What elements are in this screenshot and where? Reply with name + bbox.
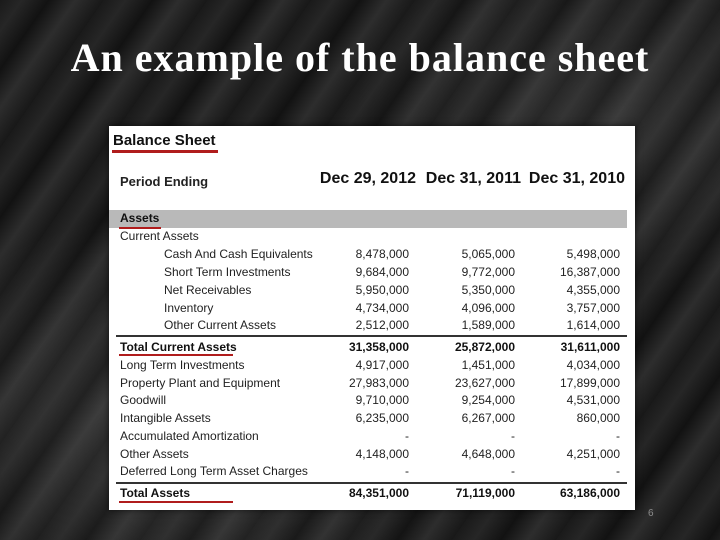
total-current-underline xyxy=(119,354,233,356)
row-value-2011: 4,096,000 xyxy=(461,301,515,315)
row-value-2010: 63,186,000 xyxy=(559,486,620,500)
table-row xyxy=(109,282,635,300)
table-row xyxy=(109,446,635,464)
row-label: Net Receivables xyxy=(164,283,252,297)
row-value-2011: 1,451,000 xyxy=(461,358,515,372)
row-value-2010: 4,355,000 xyxy=(566,283,620,297)
row-value-2012: 8,478,000 xyxy=(355,247,409,261)
row-value-2010: 3,757,000 xyxy=(566,301,620,315)
row-value-2011: 9,254,000 xyxy=(461,393,515,407)
row-value-2011: 1,589,000 xyxy=(461,318,515,332)
row-value-2011: 4,648,000 xyxy=(461,447,515,461)
balance-sheet-table xyxy=(109,126,635,510)
slide-number: 6 xyxy=(648,508,654,519)
row-label: Short Term Investments xyxy=(164,265,291,279)
table-row xyxy=(109,264,635,282)
row-value-2012: 5,950,000 xyxy=(355,283,409,297)
row-value-2011: - xyxy=(511,464,515,478)
row-value-2010: 4,251,000 xyxy=(566,447,620,461)
row-value-2012: 9,710,000 xyxy=(355,393,409,407)
row-value-2011: 6,267,000 xyxy=(461,411,515,425)
row-value-2012: 9,684,000 xyxy=(355,265,409,279)
table-row xyxy=(109,317,635,335)
row-label: Long Term Investments xyxy=(120,358,245,372)
row-value-2011: - xyxy=(511,429,515,443)
table-row xyxy=(109,392,635,410)
period-label: Period Ending xyxy=(120,174,209,189)
table-row xyxy=(109,428,635,446)
divider xyxy=(116,482,627,484)
row-value-2010: 860,000 xyxy=(576,411,620,425)
row-label: Inventory xyxy=(164,301,214,315)
sheet-heading: Balance Sheet xyxy=(113,132,216,149)
row-value-2010: 16,387,000 xyxy=(559,265,620,279)
row-value-2010: 4,034,000 xyxy=(566,358,620,372)
row-label: Total Assets xyxy=(120,486,191,500)
table-row xyxy=(109,357,635,375)
table-row xyxy=(109,375,635,393)
table-row xyxy=(109,246,635,264)
period-col-2012: Dec 29, 2012 xyxy=(319,170,416,187)
period-row xyxy=(109,170,635,192)
row-value-2010: 17,899,000 xyxy=(559,376,620,390)
row-label: Deferred Long Term Asset Charges xyxy=(120,464,308,478)
row-value-2012: 2,512,000 xyxy=(355,318,409,332)
row-value-2012: 6,235,000 xyxy=(355,411,409,425)
row-value-2012: - xyxy=(405,429,409,443)
assets-section-label: Assets xyxy=(120,211,160,225)
row-label: Property Plant and Equipment xyxy=(120,376,281,390)
total-assets-underline xyxy=(119,501,233,503)
row-value-2010: - xyxy=(616,464,620,478)
row-value-2010: - xyxy=(616,429,620,443)
row-value-2012: 84,351,000 xyxy=(348,486,409,500)
row-label: Other Current Assets xyxy=(164,318,277,332)
heading-underline xyxy=(112,150,218,153)
period-col-2010: Dec 31, 2010 xyxy=(528,170,625,187)
row-value-2012: 27,983,000 xyxy=(348,376,409,390)
row-value-2011: 5,065,000 xyxy=(461,247,515,261)
row-value-2010: 4,531,000 xyxy=(566,393,620,407)
slide-title: An example of the balance sheet xyxy=(70,35,650,80)
table-row xyxy=(109,463,635,481)
row-value-2011: 23,627,000 xyxy=(454,376,515,390)
period-col-2011: Dec 31, 2011 xyxy=(425,170,521,187)
table-row xyxy=(109,410,635,428)
table-row xyxy=(109,300,635,318)
row-label: Intangible Assets xyxy=(120,411,211,425)
row-value-2011: 9,772,000 xyxy=(461,265,515,279)
row-value-2012: 4,917,000 xyxy=(355,358,409,372)
row-label: Total Current Assets xyxy=(120,340,237,354)
row-value-2010: 31,611,000 xyxy=(560,340,620,354)
current-assets-subheading xyxy=(109,228,635,246)
row-value-2011: 25,872,000 xyxy=(454,340,515,354)
row-value-2010: 1,614,000 xyxy=(566,318,620,332)
assets-section-bar xyxy=(109,210,627,228)
row-value-2010: 5,498,000 xyxy=(566,247,620,261)
row-value-2012: 31,358,000 xyxy=(348,340,409,354)
current-assets-label: Current Assets xyxy=(120,229,199,243)
row-label: Other Assets xyxy=(120,447,189,461)
row-value-2012: 4,734,000 xyxy=(355,301,409,315)
row-value-2012: - xyxy=(405,464,409,478)
row-label: Accumulated Amortization xyxy=(120,429,259,443)
row-value-2011: 5,350,000 xyxy=(461,283,515,297)
row-label: Goodwill xyxy=(120,393,167,407)
divider xyxy=(116,335,627,337)
row-label: Cash And Cash Equivalents xyxy=(164,247,313,261)
row-value-2012: 4,148,000 xyxy=(355,447,409,461)
row-value-2011: 71,119,000 xyxy=(455,486,515,500)
